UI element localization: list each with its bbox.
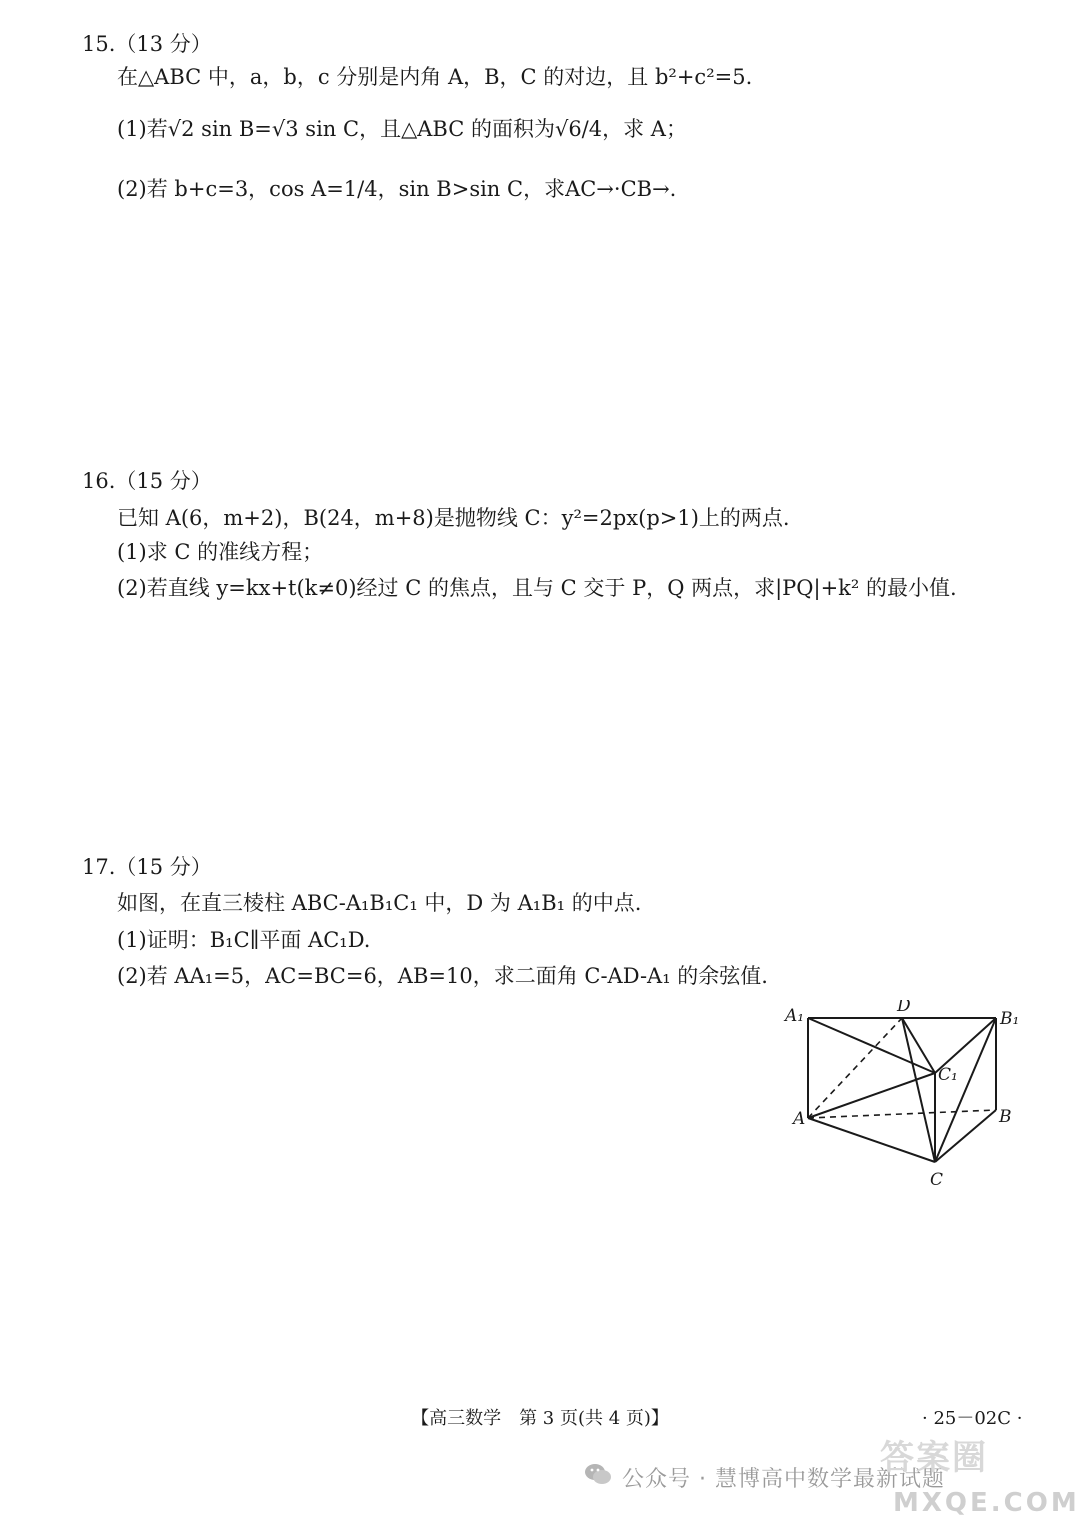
edge-c-b: [935, 1110, 996, 1162]
label-b: B: [999, 1107, 1012, 1127]
label-a: A: [793, 1109, 806, 1129]
q16-part1: (1)求 C 的准线方程；: [117, 540, 324, 564]
q16-stem: 已知 A(6，m+2)，B(24，m+8)是抛物线 C：y²=2px(p>1)上的两点.: [117, 506, 790, 530]
page-footer: [0, 1406, 1080, 1432]
label-c: C: [930, 1170, 944, 1190]
prism-figure: [770, 1000, 1050, 1200]
footer-exam-code: · 25－02C ·: [922, 1408, 1023, 1429]
wechat-icon: [584, 1462, 612, 1486]
q17-stem: 如图，在直三棱柱 ABC-A₁B₁C₁ 中，D 为 A₁B₁ 的中点.: [117, 891, 642, 915]
segment-d-c: [902, 1018, 935, 1162]
q17-heading: 17.（15 分）: [82, 855, 212, 879]
q15-heading: 15.（13 分）: [82, 32, 212, 56]
q15-part1: (1)若√2 sin B=√3 sin C，且△ABC 的面积为√6/4，求 A；: [117, 117, 687, 141]
q15-stem: 在△ABC 中，a，b，c 分别是内角 A，B，C 的对边，且 b²+c²=5.: [117, 65, 753, 89]
hidden-segment-a-d: [808, 1018, 902, 1118]
hidden-edge-a-b: [808, 1110, 996, 1118]
label-c1: C₁: [938, 1065, 958, 1085]
footer-page-info: 【高三数学 第 3 页(共 4 页)】: [411, 1408, 669, 1429]
segment-d-c1: [902, 1018, 935, 1073]
label-b1: B₁: [1000, 1009, 1020, 1029]
watermark-domain: MXQE.COM: [893, 1488, 1080, 1518]
q17-part1: (1)证明：B₁C∥平面 AC₁D.: [117, 928, 371, 952]
label-d: D: [897, 1000, 911, 1016]
label-a1: A₁: [785, 1006, 805, 1026]
edge-a-c: [808, 1118, 935, 1162]
q16-part2: (2)若直线 y=kx+t(k≠0)经过 C 的焦点，且与 C 交于 P，Q 两点，求|PQ|+k² 的最小值.: [117, 576, 957, 600]
watermark-logo: 答案圈: [880, 1438, 988, 1478]
edge-a1-c1: [808, 1018, 935, 1073]
q15-part2: (2)若 b+c=3，cos A=1/4，sin B>sin C，求AC→·CB→.: [117, 177, 677, 201]
q16-heading: 16.（15 分）: [82, 469, 212, 493]
watermark-account: 公众号 · 慧博高中数学最新试题: [622, 1467, 945, 1492]
q17-part2: (2)若 AA₁=5，AC=BC=6，AB=10，求二面角 C-AD-A₁ 的余弦值.: [117, 964, 768, 988]
segment-b1-c: [935, 1018, 996, 1162]
